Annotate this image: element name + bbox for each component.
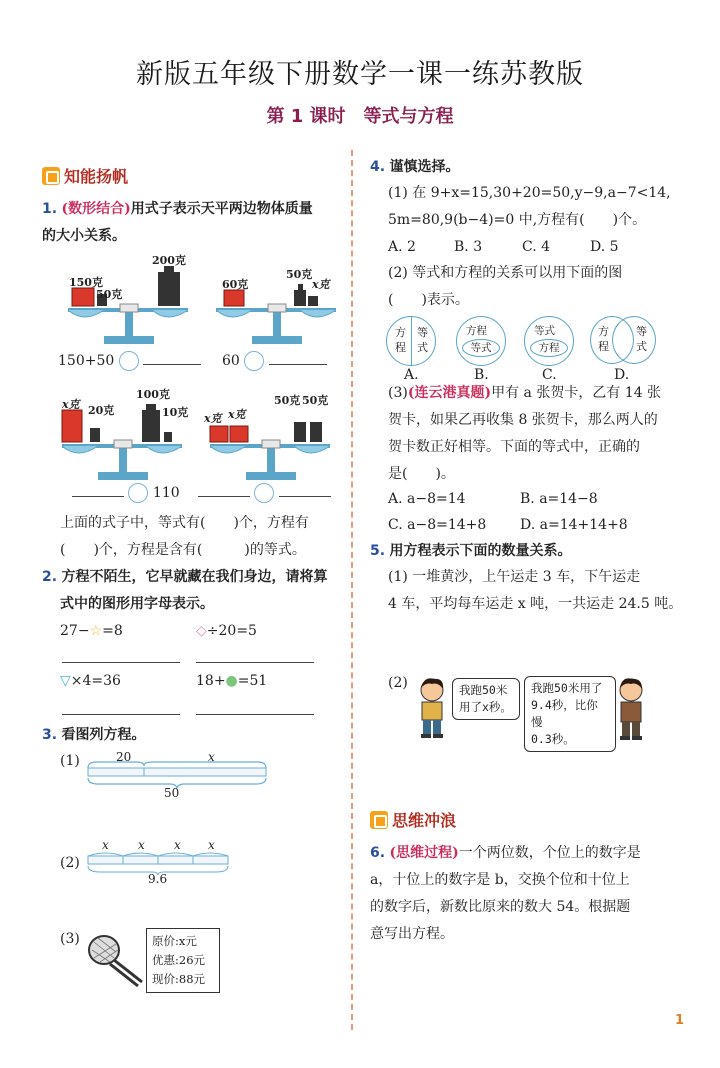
expr1-text: 150+50 — [58, 353, 115, 369]
answer-blank[interactable] — [143, 364, 201, 365]
star-icon: ☆ — [89, 623, 103, 639]
q4-p2-a: (2) 等式和方程的关系可以用下面的图 — [388, 265, 623, 281]
eq1-pre: 27− — [60, 623, 90, 639]
q3-part2-x4: x — [208, 838, 215, 852]
venn-option-c: C. — [542, 367, 557, 383]
venn-c-outer-label: 等式 — [534, 325, 555, 337]
venn-d-label-left: 方程 — [598, 325, 609, 353]
q3-part2-x3: x — [174, 838, 181, 852]
q3-part2-x1: x — [102, 838, 109, 852]
q1-expr-3 — [72, 480, 180, 507]
q4-text: 谨慎选择。 — [389, 159, 460, 175]
diamond-icon: ◇ — [196, 623, 207, 639]
q6-prompt — [370, 840, 680, 948]
answer-circle[interactable] — [244, 351, 264, 371]
answer-circle[interactable] — [128, 483, 148, 503]
eq4-pre: 18+ — [196, 673, 226, 689]
price-box — [146, 928, 220, 993]
q1-text-b: 的大小关系。 — [42, 228, 126, 244]
q2-eq-1 — [60, 618, 123, 645]
q4-part1-options — [388, 234, 688, 261]
q4-p1-opt-a[interactable]: A. 2 — [388, 239, 416, 255]
q4-p3-opt-b[interactable]: B. a=14−8 — [520, 491, 598, 507]
venn-a-label-left: 方程 — [395, 326, 406, 354]
section-header-siwei — [370, 808, 456, 831]
venn-a[interactable] — [386, 316, 436, 366]
q3-part1-b: x — [208, 750, 215, 764]
q5-part2-label: (2) — [388, 675, 408, 691]
venn-a-label-right: 等式 — [417, 326, 428, 354]
section-icon — [370, 811, 388, 829]
q5-prompt — [370, 538, 572, 565]
page-title: 新版五年级下册数学一课一练苏教版 — [136, 59, 584, 90]
q4-p3-opt-a[interactable]: A. a−8=14 — [388, 491, 466, 507]
q6-text-c: 的数字后，新数比原来的数大 54。根据题 — [370, 899, 631, 915]
q4-p1-opt-d[interactable]: D. 5 — [590, 239, 619, 255]
q6-tag: (思维过程) — [389, 845, 459, 861]
balance-scale-2 — [212, 250, 342, 350]
q4-p3-tag: (连云港真题) — [407, 385, 492, 401]
q4-part3-options-row2 — [388, 512, 688, 539]
q2-text-b: 式中的图形用字母表示。 — [60, 596, 214, 612]
answer-blank[interactable] — [72, 496, 124, 497]
answer-circle[interactable] — [119, 351, 139, 371]
circle-icon: ● — [225, 673, 238, 689]
q5-part1 — [388, 564, 688, 618]
q3-part3-label: (3) — [60, 931, 80, 947]
answer-line[interactable] — [62, 714, 180, 715]
scale3-weight-20: 20克 — [88, 404, 115, 417]
q1-expr-2 — [222, 348, 327, 375]
q3-part2-x2: x — [138, 838, 145, 852]
q2-eq-4 — [196, 668, 267, 695]
bubble1-line2: 用了x秒。 — [459, 700, 512, 714]
q3-prompt — [42, 722, 146, 749]
q1-tail-b: ( )个，方程是含有( )的等式。 — [60, 542, 306, 558]
q1-tail-a: 上面的式子中，等式有( )个，方程有 — [60, 515, 309, 531]
answer-blank[interactable] — [269, 364, 327, 365]
q4-p3-opt-c[interactable]: C. a−8=14+8 — [388, 517, 487, 533]
q3-part1-total: 50 — [164, 786, 180, 800]
q6-text-a: 一个两位数，个位上的数字是 — [458, 845, 641, 861]
scale2-weight-50: 50克 — [286, 268, 313, 281]
scale2-weight-x: x克 — [312, 278, 330, 291]
venn-option-d: D. — [614, 367, 630, 383]
section-header-zhineng — [42, 164, 128, 187]
section-icon — [42, 167, 60, 185]
price-discount: 优惠:26元 — [152, 953, 206, 967]
scale3-weight-10: 10克 — [162, 406, 189, 419]
eq3-post: ×4=36 — [70, 673, 121, 689]
scale3-weight-100: 100克 — [136, 388, 170, 401]
price-current: 现价:88元 — [152, 972, 206, 986]
answer-line[interactable] — [196, 714, 314, 715]
q6-text-d: 意写出方程。 — [370, 926, 454, 942]
q4-p2-b: ( )表示。 — [388, 292, 469, 308]
answer-blank[interactable] — [279, 496, 331, 497]
q4-p3-opt-d[interactable]: D. a=14+14+8 — [520, 517, 628, 533]
scale1-weight-150: 150克 — [69, 276, 103, 289]
q4-part1 — [388, 180, 688, 234]
q4-part2 — [388, 260, 688, 314]
answer-circle[interactable] — [254, 483, 274, 503]
q3-part1-a: 20 — [116, 750, 132, 764]
q5-number: 5. — [370, 543, 386, 559]
triangle-icon: ▽ — [60, 673, 71, 689]
page-number: 1 — [674, 1013, 684, 1028]
q4-p3-d: 是( )。 — [388, 466, 455, 482]
q2-eq-2 — [196, 618, 257, 645]
venn-option-b: B. — [474, 367, 489, 383]
q2-prompt — [42, 564, 342, 618]
price-original: 原价:x元 — [152, 934, 197, 948]
q4-p1-b: 5m=80,9(b−4)=0 中,方程有( )个。 — [388, 212, 647, 228]
venn-d[interactable] — [590, 316, 658, 366]
venn-b-inner-label: 等式 — [462, 339, 500, 357]
q5-p1-b: 4 车，平均每车运走 x 吨，一共运走 24.5 吨。 — [388, 596, 683, 612]
scale4-weight-x2: x克 — [228, 408, 246, 421]
q1-tail — [60, 510, 350, 564]
bubble2-line2: 9.4秒，比你慢 — [531, 698, 598, 729]
q4-p1-opt-b[interactable]: B. 3 — [454, 239, 483, 255]
racket-icon — [86, 932, 146, 988]
answer-blank[interactable] — [198, 496, 250, 497]
q4-p3-c: 贺卡数正好相等。下面的等式中，正确的 — [388, 439, 640, 455]
scale4-weight-50b: 50克 — [302, 394, 329, 407]
q1-expr-4 — [198, 480, 331, 507]
speech-bubble-1 — [452, 678, 520, 720]
venn-b[interactable] — [456, 316, 506, 366]
bubble2-line1: 我跑50米用了 — [531, 681, 603, 695]
lesson-title: 第 1 课时 等式与方程 — [266, 106, 454, 127]
expr2-text: 60 — [222, 353, 240, 369]
scale2-weight-60: 60克 — [222, 278, 249, 291]
venn-d-label-right: 等式 — [636, 325, 647, 353]
q4-p3-a: 甲有 a 张贺卡，乙有 14 张 — [491, 385, 662, 401]
expr3-text: 110 — [152, 485, 180, 501]
venn-c-inner-label: 方程 — [530, 339, 568, 357]
q4-prompt — [370, 154, 460, 181]
q4-part3: (3)(连云港真题)甲有 a 张贺卡，乙有 14 张 贺卡，如果乙再收集 8 张贺卡，那么两人的 贺卡数正好相等。下面的等式中，正确的 是( )。 — [388, 385, 662, 482]
q3-part2-label: (2) — [60, 855, 80, 871]
speech-bubble-2 — [524, 676, 616, 752]
q3-part1-label: (1) — [60, 753, 80, 769]
q3-part2-total: 9.6 — [148, 872, 168, 886]
venn-c[interactable] — [524, 316, 574, 366]
scale1-weight-200: 200克 — [152, 254, 186, 267]
scale1-weight-50: 50克 — [96, 288, 123, 301]
q5-text: 用方程表示下面的数量关系。 — [389, 543, 572, 559]
answer-line[interactable] — [196, 662, 314, 663]
q1-text-a: 用式子表示天平两边物体质量 — [130, 201, 313, 217]
q1-number: 1. — [42, 201, 58, 217]
q4-part3-options-row1 — [388, 486, 688, 513]
boy-figure-1 — [412, 676, 452, 740]
venn-a-divider — [411, 317, 412, 365]
q4-number: 4. — [370, 159, 386, 175]
q5-p1-a: (1) 一堆黄沙，上午运走 3 车，下午运走 — [388, 569, 641, 585]
eq2-post: ÷20=5 — [206, 623, 257, 639]
q1-tag: (数形结合) — [61, 201, 131, 217]
venn-d-circle-right — [612, 316, 656, 364]
boy-figure-2 — [612, 676, 650, 742]
venn-b-outer-label: 方程 — [466, 325, 487, 337]
section-label: 知能扬帆 — [64, 167, 129, 186]
q1-expr-1 — [58, 348, 201, 375]
q6-number: 6. — [370, 845, 386, 861]
scale4-weight-50a: 50克 — [274, 394, 301, 407]
q3-text: 看图列方程。 — [61, 727, 146, 743]
scale3-weight-x: x克 — [62, 398, 80, 411]
section-label: 思维冲浪 — [392, 811, 457, 830]
q2-text-a: 方程不陌生，它早就藏在我们身边，请将算 — [61, 569, 328, 585]
eq1-post: =8 — [102, 623, 123, 639]
q4-p1-opt-c[interactable]: C. 4 — [522, 239, 551, 255]
q4-p1-a: (1) 在 9+x=15,30+20=50,y−9,a−7<14, — [388, 185, 671, 201]
q1-prompt — [42, 196, 342, 250]
scale4-weight-x1: x克 — [204, 412, 222, 425]
q4-p3-b: 贺卡，如果乙再收集 8 张贺卡，那么两人的 — [388, 412, 658, 428]
q3-number: 3. — [42, 727, 58, 743]
answer-line[interactable] — [62, 662, 180, 663]
q2-number: 2. — [42, 569, 58, 585]
q6-text-b: a，十位上的数字是 b，交换个位和十位上 — [370, 872, 630, 888]
bubble1-line1: 我跑50米 — [459, 683, 508, 697]
eq4-post: =51 — [237, 673, 268, 689]
column-divider — [351, 150, 353, 1030]
q2-eq-3 — [60, 668, 121, 695]
bubble2-line3: 0.3秒。 — [531, 732, 575, 746]
venn-option-a: A. — [404, 367, 419, 383]
